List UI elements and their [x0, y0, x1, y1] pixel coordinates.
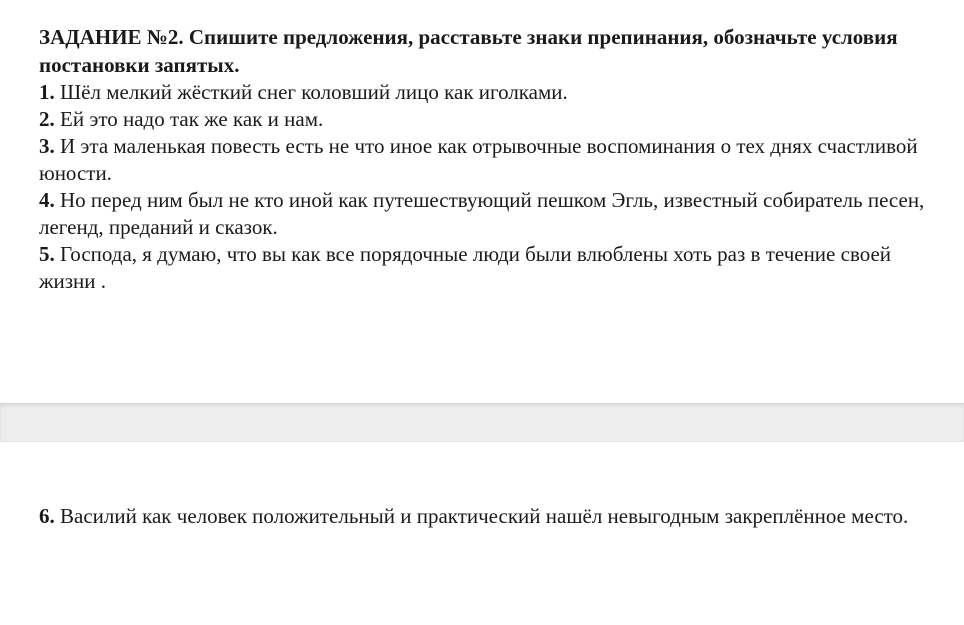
- sentence-number: 4.: [39, 188, 55, 212]
- page-break-separator: [0, 403, 964, 442]
- sentence-1: [39, 79, 939, 106]
- sentence-2: [39, 106, 939, 133]
- sentence-text: Шёл мелкий жёсткий снег коловший лицо как иголками.: [60, 80, 568, 104]
- sentence-text: Но перед ним был не кто иной как путешествующий пешком Эгль, известный собиратель песен, легенд, преданий и сказок.: [39, 188, 925, 239]
- page-two-content: [39, 503, 939, 530]
- sentence-text: Господа, я думаю, что вы как все порядочные люди были влюблены хоть раз в течение своей жизни .: [39, 242, 892, 293]
- sentence-4: [39, 187, 939, 241]
- sentence-number: 6.: [39, 504, 55, 528]
- sentence-text: Ей это надо так же как и нам.: [60, 107, 324, 131]
- sentence-text: Василий как человек положительный и практический нашёл невыгодным закреплённое место.: [60, 504, 909, 528]
- page-one-content: [39, 23, 939, 295]
- sentence-number: 3.: [39, 134, 55, 158]
- sentence-6: [39, 503, 939, 530]
- sentence-number: 5.: [39, 242, 55, 266]
- sentence-number: 1.: [39, 80, 55, 104]
- sentence-number: 2.: [39, 107, 55, 131]
- sentence-5: [39, 241, 939, 295]
- task-title: ЗАДАНИЕ №2. Спишите предложения, расставьте знаки препинания, обозначьте условия постановки запятых.: [39, 25, 898, 77]
- sentence-3: [39, 133, 939, 187]
- sentence-text: И эта маленькая повесть есть не что иное как отрывочные воспоминания о тех днях счастливой юности.: [39, 134, 918, 185]
